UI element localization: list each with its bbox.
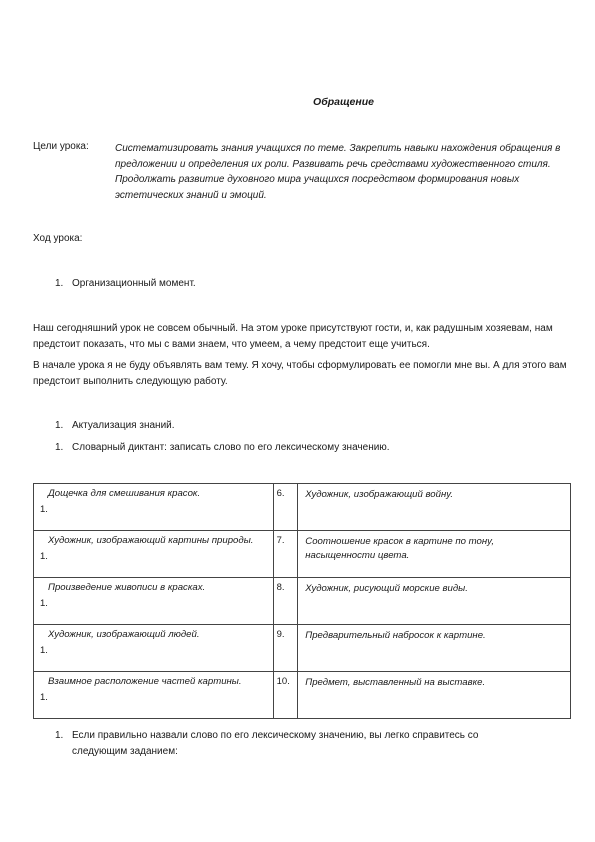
row-number: 1. xyxy=(40,504,48,515)
definition-text: Дощечка для смешивания красок. xyxy=(48,488,201,499)
row-number: 1. xyxy=(40,692,48,703)
goals-label: Цели урока: xyxy=(33,141,89,152)
table-row xyxy=(34,531,571,578)
table-cell-left xyxy=(34,578,274,625)
list-item-number: 1. xyxy=(55,420,64,431)
list-item-number: 1. xyxy=(55,442,64,453)
definition-text: Соотношение красок в картине по тону, насыщенности цвета. xyxy=(298,531,571,578)
definition-text: Художник, рисующий морские виды. xyxy=(298,578,571,625)
list-item-text: Если правильно назвали слово по его лексическому значению, вы легко справитесь со следующим заданием: xyxy=(72,730,479,757)
definition-text: Предварительный набросок к картине. xyxy=(298,625,571,672)
definition-text: Художник, изображающий войну. xyxy=(298,484,571,531)
definition-text: Произведение живописи в красках. xyxy=(48,582,206,593)
list-item-text: Словарный диктант: записать слово по его лексическому значению. xyxy=(72,442,390,453)
row-number: 1. xyxy=(40,598,48,609)
row-number: 7. xyxy=(273,531,298,578)
task-paragraph: В начале урока я не буду объявлять вам тему. Я хочу, чтобы сформулировать ее помогли мне вы. А для этого вам предстоит выполнить следующую работу. xyxy=(33,360,567,387)
definition-text: Взаимное расположение частей картины. xyxy=(48,676,242,687)
vocabulary-table xyxy=(33,483,571,719)
table-row xyxy=(34,578,571,625)
definition-text: Художник, изображающий людей. xyxy=(48,629,200,640)
list-item-text: Организационный момент. xyxy=(72,278,196,289)
table-cell-left xyxy=(34,672,274,719)
list-item-number: 1. xyxy=(55,278,64,289)
intro-paragraph: Наш сегодняшний урок не совсем обычный. На этом уроке присутствуют гости, и, как радушным хозяевам, нам предстоит показать, что мы с вами знаем, что умеем, а чему предстоит еще учиться. xyxy=(33,323,553,350)
course-label: Ход урока: xyxy=(33,233,83,244)
list-item-number: 1. xyxy=(55,730,64,741)
table-cell-left xyxy=(34,531,274,578)
row-number: 6. xyxy=(273,484,298,531)
table-row xyxy=(34,672,571,719)
row-number: 8. xyxy=(273,578,298,625)
definition-text: Предмет, выставленный на выставке. xyxy=(298,672,571,719)
table-cell-left xyxy=(34,484,274,531)
table-row xyxy=(34,484,571,531)
row-number: 1. xyxy=(40,551,48,562)
list-item-final xyxy=(55,728,525,760)
definition-text: Художник, изображающий картины природы. xyxy=(48,535,254,546)
list-item-text: Актуализация знаний. xyxy=(72,420,175,431)
goals-text: Систематизировать знания учащихся по теме. Закрепить навыки нахождения обращения в предложении и определения их роли. Развивать речь средствами художественного стиля. Продолжать развитие духовного мира учащихся посредством формирования новых эстетических знаний и эмоций. xyxy=(115,143,561,201)
table-row xyxy=(34,625,571,672)
page-title: Обращение xyxy=(313,96,374,108)
row-number: 9. xyxy=(273,625,298,672)
row-number: 10. xyxy=(273,672,298,719)
table-cell-left xyxy=(34,625,274,672)
row-number: 1. xyxy=(40,645,48,656)
